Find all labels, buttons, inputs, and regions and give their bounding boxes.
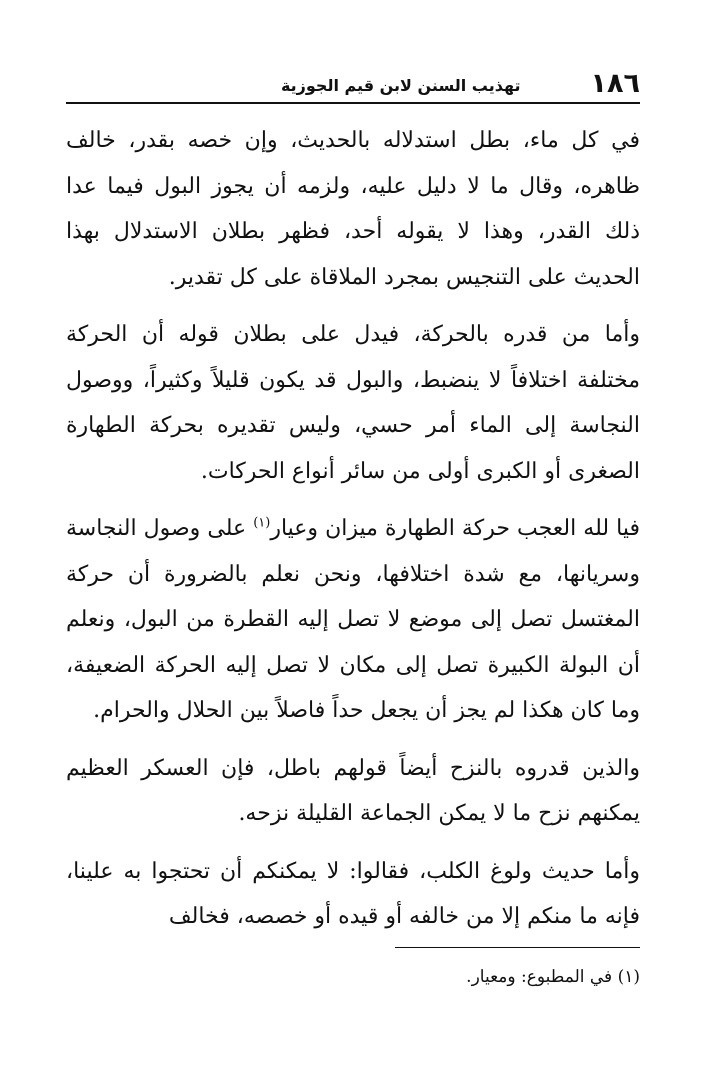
body-text <box>66 118 640 952</box>
footnote: (١) في المطبوع: ومعيار. <box>466 967 640 987</box>
paragraph-3 <box>66 506 640 734</box>
paragraph-4: والذين قدروه بالنزح أيضاً قولهم باطل، فإن العسكر العظيم يمكنهم نزح ما لا يمكن الجماعة القليلة نزحه. <box>66 755 640 826</box>
footnote-rule <box>395 947 640 948</box>
paragraph-3-start: فيا لله العجب حركة الطهارة ميزان وعيار <box>270 516 640 541</box>
running-title: تهذيب السنن لابن قيم الجوزية <box>280 76 521 95</box>
paragraph-3-rest: على وصول النجاسة وسريانها، مع شدة اختلافها، ونحن نعلم بالضرورة أن حركة المغتسل تصل إلى موضع لا تصل إليه القطرة من البول، ونعلم أن البولة الكبيرة تصل إلى مكان لا تصل إليه الحركة الضعيفة، وما كان هكذا لم يجز أن يجعل حداً فاصلاً بين الحلال والحرام. <box>66 516 640 723</box>
paragraph-5: وأما حديث ولوغ الكلب، فقالوا: لا يمكنكم أن تحتجوا به علينا، فإنه ما منكم إلا من خالفه أو قيده أو خصصه، فخالف <box>66 858 640 929</box>
paragraph-2: وأما من قدره بالحركة، فيدل على بطلان قوله أن الحركة مختلفة اختلافاً لا ينضبط، والبول قد يكون قليلاً وكثيراً، ووصول النجاسة إلى الماء أمر حسي، وليس تقديره بحركة الطهارة الصغرى أو الكبرى أولى من سائر أنواع الحركات. <box>66 322 640 484</box>
footnote-reference: (١) <box>253 515 271 531</box>
header-rule <box>66 102 640 104</box>
page-header <box>66 62 640 102</box>
page-number: ١٨٦ <box>590 68 640 99</box>
paragraph-1: في كل ماء، بطل استدلاله بالحديث، وإن خصه بقدر، خالف ظاهره، وقال ما لا دليل عليه، ولزمه أن يجوز البول فيما عدا ذلك القدر، وهذا لا يقوله أحد، فظهر بطلان الاستدلال بهذا الحديث على التنجيس بمجرد الملاقاة على كل تقدير. <box>66 128 641 290</box>
